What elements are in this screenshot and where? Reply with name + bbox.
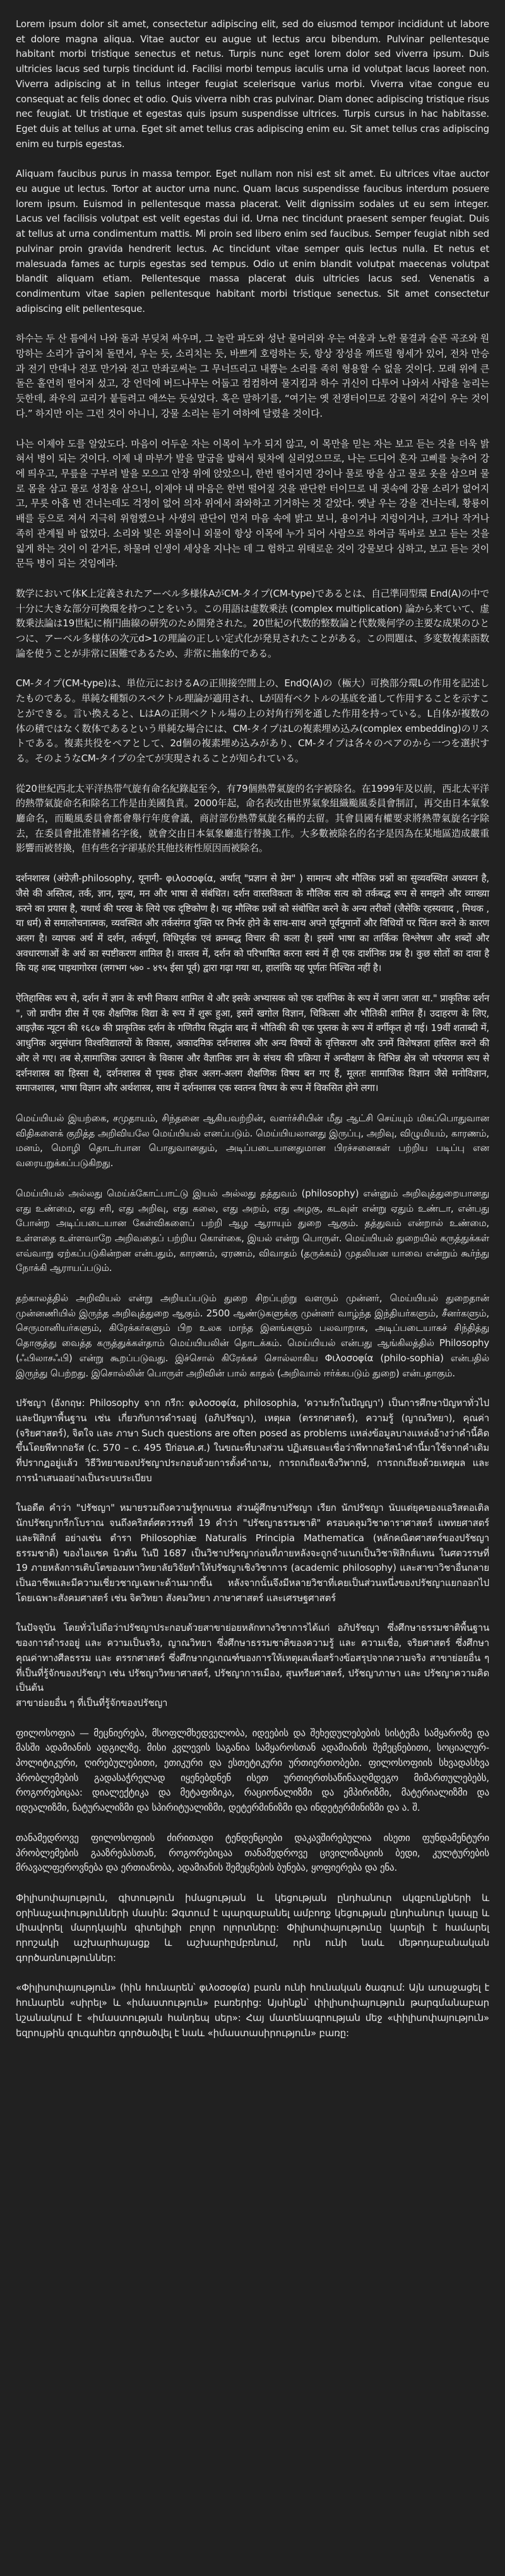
paragraph-georgian-2: თანამედროვე ფილოსოფიის ძირითადი ტენდენციები დაკავშირებულია ისეთი ფუნდამენტური პრობლემების გააზრებასთან, როგორებიცაა თანამედროვე ცივილიზაციის ბედი, კულტურების მრავალფეროვნება და ერთიანობა, ადამიანის შემეცნების ბუნება, ყოფიერება და ენა. [16,1832,489,1874]
paragraph-hindi-1: दर्शनशास्त्र (अंग्रेज़ी-philosophy, यूनानी- φιλοσοφία, अर्थात् "प्रज्ञान से प्रेम" ) सामान्य और मौलिक प्रश्नों का सुव्यवस्थित अध्ययन है, जैसे की अस्तित्व, तर्क, ज्ञान, मूल्य, मन और भाषा से संबंधित। दर्शन वास्तविकता के मौलिक सत्य को तर्कबद्ध रूप से समझने और व्याख्या करने का प्रयास है, यथार्थ की परख के लिये एक दृष्टिकोण है। यह मौलिक प्रश्नों को संबोधित करने के अन्य तरीकों (जैसेकि रहस्यवाद , मिथक , या धर्म) से समालोचनात्मक, व्यवस्थित और तर्कसंगत युक्ति पर निर्भर होने के साथ-साथ अपने पूर्वनुमानों और विधियों पर चिंतन करने के कारण अलग है। व्यापक अर्थ में दर्शन, तर्कपूर्ण, विधिपूर्वक एवं क्रमबद्ध विचार की कला है। इसमें भाषा का तार्किक विश्लेषण और शब्दों और अवधारणाओं के अर्थ का स्पष्टीकरण शामिल है। वास्तव में, दर्शन को परिभाषित करना स्वयं में ही एक दार्शनिक प्रश्न है। कुछ सोतों का दावा है कि यह शब्द पाइथागोरस (लगभग ५७० - ४९५ ईसा पूर्व) द्वारा गढ़ा गया था, हालांकि यह पूर्णतः निश्चित नहीं है। [16,873,489,974]
paragraph-armenian-2: «Փիլիսոփայություն» (հին հունարեն՝ φιλοσοφία) բառն ունի հունական ծագում: Այն առաջացել է հունարեն «սիրել» և «իմաստություն» բառերից: Այսինքն՝ փիլիսոփայություն թարգմանաբար նշանակում է «իմաստության հանդեպ սեր»: Հայ մատենագրության մեջ «փիլիսոփայություն» եզրույթին զուգահեռ գործածվել է նաև «իմաստասիրություն» բառը: [16,1982,489,2039]
paragraph-chinese-1: 從20世紀西北太平洋热带气旋有命名紀錄起至今，有79個熱帶氣旋的名字被除名。在1999年及以前，西北太平洋的熱帶氣旋命名和除名工作是由美國負責。2000年起，命名表改由世界氣象組織颱風委員會制訂，再交由日本氣象廳命名，而颱風委員會都會舉行年度會議，商討部份熱帶氣旋名稱的去留。其會員國有權要求將熱帶氣旋名字除去，在委員會批准替補名字後，就會交由日本氣象廳進行替換工作。大多數被除名的名字是因為在某地區造成嚴重影響而被替換，但有些名字卻基於其他技術性原因而被除名。 [16,782,489,854]
paragraph-georgian-1: ფილოსოფია — მეცნიერება, მსოფლმხედველობა, იდეების და შეხედულებების სისტემა სამყაროზე და მასში ადამიანის ადგილზე. მისი კვლევის საგანია სამყაროსთან ადამიანის შემეცნებითი, სოციალურ-პოლიტიკური, ღირებულებითი, ეთიკური და ესთეტიკური ურთიერთობები. ფილოსოფიის სხვადასხვა პრობლემების გადასაჭრელად იყენებდნენ ისეთ ურთიერთსაწინააღმდეგო მიმართულებებს, როგორებიცაა: დიალექტიკა და მეტაფიზიკა, რაციონალიზმი და ემპირიზმი, მატერიალიზმი და იდეალიზმი, ნატურალიზმი და სპირიტუალიზმი, დეტერმინიზმი და ინდეტერმინიზმი და ა. შ. [16,1727,489,1814]
paragraph-tamil-1: மெய்யியல் இயற்கை, சமுதாயம், சிந்தனை ஆகியவற்றின், வளர்ச்சியின் மீது ஆட்சி செய்யும் மிகப்பொதுவான விதிகளைக் குறித்த அறிவியலே மெய்யியல் எனப்படும். மெய்யியலானது இருப்பு, அறிவு, விழுமியம், காரணம், மனம், மொழி தொடர்பான பொதுவானதும், அடிப்படையானதுமான பிரச்சனைகள் பற்றிய படிப்பு என வரையறுக்கப்படுகிறது. [16,1112,489,1169]
paragraph-thai-1: ปรัชญา (อังกฤษ: Philosophy จาก กรีก: φιλοσοφία, philosophia, 'ความรักในปัญญา') เป็นการศึกษาปัญหาทั่วไปและปัญหาพื้นฐาน เช่น เกี่ยวกับการดำรงอยู่ (อภิปรัชญา), เหตุผล (ตรรกศาสตร์), ความรู้ (ญาณวิทยา), คุณค่า (จริยศาสตร์), จิตใจ และ ภาษา Such questions are often posed as problems แหล่งข้อมูลบางแหล่งอ้างว่าคำนี้คิดขึ้นโดยพีทากอรัส (c. 570 – c. 495 ปีก่อนค.ศ.) ในขณะที่บางส่วน ปฏิเสธและเชื่อว่าพีทากอรัสนำคำนี้มาใช้จากคำเดิมที่ปรากฏอยู่แล้ว วิธีวิทยาของปรัชญาประกอบด้วยการตั้งคำถาม, การถกเถียงเชิงวิพากษ์, การถกเถียงด้วยเหตุผล และการนำเสนออย่างเป็นระบบระเบียบ [16,1397,489,1484]
paragraph-tamil-2: மெய்யியல் அல்லது மெய்க்கோட்பாட்டு இயல் அல்லது தத்துவம் (philosophy) என்னும் அறிவுத்துறையானது எது உண்மை, எது சரி, எது அறிவு, எது கலை, எது அறம், எது அழகு, கடவுள் என்று ஏதும் உண்டா, என்பது போன்ற அடிப்படையான கேள்விகளைப் பற்றி ஆழ ஆராயும் துறை ஆகும். தத்துவம் என்றால் உண்மை, உள்ளதை உள்ளவாறே அறிவதைப் பற்றிய கொள்கை, இயல் என்று பொருள். மெய்யியல் துறையில் கருத்துக்கள் எவ்வாறு ஏற்கப்படுகின்றன என்பதும், காரணம், ஏரணம், விவாதம் (தருக்கம்) முதலியன யாவை என்றும் கூர்ந்து நோக்கி ஆராயப்படும். [16,1187,489,1274]
paragraph-hindi-2: ऐतिहासिक रूप से, दर्शन में ज्ञान के सभी निकाय शामिल थे और इसके अभ्यासक को एक दार्शनिक के रूप में जाना जाता था." प्राकृतिक दर्शन ", जो प्राचीन ग्रीस में एक शैक्षणिक विद्या के रूप में शुरू हुआ, इसमें खगोल विज्ञान, चिकित्सा और भौतिकी शामिल हैं। उदाहरण के लिए, आइज़ैक न्यूटन की १६८७ की प्राकृतिक दर्शन के गणितीय सिद्धांत बाद में भौतिकी की एक पुस्तक के रूप में वर्गीकृत हो गई। 19वीं शताब्दी में, आधुनिक अनुसंधान विश्वविद्यालयों के विकास, अकादमिक दर्शनशास्त्र और अन्य विषयों के वृत्तिकरण और उनमें विशेषज्ञता हासिल करने की ओर ले गए। तब से,सामाजिक उत्पादन के विकास और वैज्ञानिक ज्ञान के संचय की प्रक्रिया में अन्वीक्षण के विभिन्न क्षेत्र जो परंपरागत रूप से दर्शनशास्त्र का हिस्सा थे, दर्शनशास्त्र से पृथक होकर अलग-अलग शैक्षणिक विषय बन गए हैं, मूलतः सामाजिक विज्ञान जैसे मनोविज्ञान, समाजशास्त्र, भाषा विज्ञान और अर्थशास्त्र, साथ में दर्शनशास्त्र एक स्वतन्त्र विषय के रूप में विकसित होने लगा। [16,993,489,1094]
paragraph-tamil-3: தற்காலத்தில் அறிவியல் என்று அறியப்படும் துறை சிறப்புற்று வளரும் முன்னர், மெய்யியல் துறைதான் முன்னணியில் இருந்த அறிவுத்துறை ஆகும். 2500 ஆண்டுகளுக்கு முன்னர் வாழ்ந்த இந்தியர்களும், சீனர்களும், செருமானியர்களும், கிரேக்கர்களும் பிற உலக மாந்த இனங்களும் பலவாறாக, அடிப்படையாகச் சிந்தித்து தொகுத்து வைத்த கருத்துக்கள்தாம் மெய்யியலின் தொடக்கம். மெய்யியல் என்பது ஆங்கிலத்தில் Philosophy (ஃபிலாசஃபி) என்று கூறப்படுவது. இச்சொல் கிரேக்கச் சொல்லாகிய Φιλοσοφία (philo-sophia) என்பதில் இருந்து பெற்றது. இசொல்லின் பொருள் அறிவின் பால் காதல் (அறிவால் ஈர்க்கபடும் துறை) என்பதாகும். [16,1292,489,1379]
paragraph-thai-3-main: ในปัจจุบัน โดยทั่วไปถือว่าปรัชญาประกอบด้วยสาขาย่อยหลักทางวิชาการได้แก่ อภิปรัชญา ซึ่งศึกษาธรรมชาติพื้นฐานของการดำรงอยู่ และ ความเป็นจริง, ญาณวิทยา ซึ่งศึกษาธรรมชาติของความรู้ และ ความเชื่อ, จริยศาสตร์ ซึ่งศึกษาคุณค่าทางศีลธรรม และ ตรรกศาสตร์ ซึ่งศึกษากฎเกณฑ์ของการให้เหตุผลเพื่อสร้างข้อสรุปจากความจริง สาขาย่อยอื่น ๆ ที่เป็นที่รู้จักของปรัชญา เช่น ปรัชญาวิทยาศาสตร์, ปรัชญาการเมือง, สุนทรียศาสตร์, ปรัชญาภาษา และ ปรัชญาความคิด เป็นต้น [16,1622,489,1694]
paragraph-japanese-1: 数学において体K上定義されたアーベル多様体AがCM-タイプ(CM-type)であるとは、自己準同型環 End(A)の中で十分に大きな部分可換環を持つことをいう。この用語は虚数乗法 (complex multiplication) 論から来ていて、虚数乗法論は19世紀に楕円曲線の研究のため開発された。20世紀の代数的整数論と代数幾何学の主要な成果のひとつに、アーベル多様体の次元d>1の理論の正しい定式化が発見されたことがある。この問題は、多変数複素函数論を使うことが非常に困難であるため、非常に抽象的である。 [16,587,490,659]
paragraph-thai-3-trailing-line: สาขาย่อยอื่น ๆ ที่เป็นที่รู้จักของปรัชญา [16,1696,168,1708]
paragraph-korean-2: 나는 이제야 도를 알았도다. 마음이 어두운 자는 이목이 누가 되지 않고, 이 목만을 믿는 자는 보고 듣는 것을 더욱 밝혀서 병이 되는 것이다. 이제 내 마부가 발을 말굽을 밟혀서 뒷차에 실리었으므로, 나는 드디어 혼자 고삐를 늦추어 강에 띄우고, 무릎을 구부려 발을 모으고 안장 위에 앉았으니, 한번 떨어지면 강이나 물로 땅을 삼고 물로 옷을 삼으며 물로 몸을 삼고 물로 성정을 삼으니, 이제야 내 마음은 한번 떨어질 것을 판단한 터이므로 내 귓속에 강물 소리가 없어지고, 무릇 아홉 번 건너는데도 걱정이 없어 의자 위에서 좌와하고 기거하는 것 같았다. 옛날 우는 강을 건너는데, 황룡이 배를 등으로 져서 지극히 위험했으나 사생의 판단이 먼저 마음 속에 밝고 보니, 용이거나 지렁이거나, 크거나 작거나 족히 관계될 바 없었다. 소리와 빛은 외물이니 외물이 항상 이목에 누가 되어 사람으로 하여금 똑바로 보고 듣는 것을 잃게 하는 것이 이 같거든, 하물며 인생이 세상을 지나는 데 그 험하고 위태로운 것이 강물보다 심하고, 보고 듣는 것이 문득 병이 되는 것임에랴. [16,438,489,569]
paragraph-lorem-ipsum-1: Lorem ipsum dolor sit amet, consectetur adipiscing elit, sed do eiusmod tempor incididunt ut labore et dolore magna aliqua. Vitae auctor eu augue ut lectus arcu bibendum. Pulvinar pellentesque habitant morbi tristique senectus et netus. Turpis nunc eget lorem dolor sed viverra ipsum. Duis ultricies lacus sed turpis tincidunt id. Facilisi morbi tempus iaculis urna id volutpat lacus laoreet non. Viverra adipiscing at in tellus integer feugiat scelerisque varius morbi. Viverra vitae congue eu consequat ac felis donec et odio. Quis viverra nibh cras pulvinar. Diam donec adipiscing tristique risus nec feugiat. Ut tristique et egestas quis ipsum suspendisse ultrices. Turpis cursus in hac habitasse. Eget duis at tellus at urna. Eget sit amet tellus cras adipiscing enim eu. Sit amet tellus cras adipiscing enim eu turpis egestas. [16,18,489,150]
paragraph-armenian-1: Փիլիսոփայություն, գիտություն իմացության և կեցության ընդհանուր սկզբունքների և օրինաչափությունների մասին: Ձգտում է պարզաբանել ամբողջ կեցության ընդհանուր կապը և միավորել մարդկային գիտելիքի բոլոր ոլորտները: Փիլիսոփայությունը կարելի է համարել որոշակի աշխարհայացք և աշխարհըմբռնում, որն ունի նաև մեթոդաբանական գործառնություններ: [16,1892,489,1964]
paragraph-lorem-ipsum-2: Aliquam faucibus purus in massa tempor. Eget nullam non nisi est sit amet. Eu ultrices vitae auctor eu augue ut lectus. Tortor at auctor urna nunc. Quam lacus suspendisse faucibus interdum posuere lorem ipsum. Euismod in pellentesque massa placerat. Velit dignissim sodales ut eu sem integer. Lacus vel facilisis volutpat est velit egestas dui id. Urna nec tincidunt praesent semper feugiat. Duis at tellus at urna condimentum mattis. Mi proin sed libero enim sed faucibus. Semper feugiat nibh sed pulvinar proin gravida hendrerit lectus. Ac tincidunt vitae semper quis lectus nulla. Et netus et malesuada fames ac turpis egestas sed tempus. Odio ut enim blandit volutpat maecenas volutpat blandit aliquam etiam. Pellentesque massa placerat duis ultricies lacus sed. Venenatis a condimentum vitae sapien pellentesque habitant morbi tristique senectus. Sit amet consectetur adipiscing elit pellentesque. [16,168,489,314]
paragraph-japanese-2: CM-タイプ(CM-type)は、単位元におけるAの正則接空間上の、EndQ(A)の（極大）可換部分環Lの作用を記述したものである。単純な種類のスペクトル理論が適用され、Lが固有ベクトルの基底を通して作用することを示すことができる。言い換えると、LはAの正則ベクトル場の上の対角行列を通した作用を持っている。L自体が複数の体の積ではなく数体であるという単純な場合には、CM-タイプはLの複素埋め込み(complex embedding)のリストである。複素共役をペアとして、2d個の複素埋め込みがあり、CM-タイプは各々のペアのから一つを選択する。そのようなCM-タイプの全てが実現されることが知られている。 [16,677,489,764]
paragraph-thai-3 [16,1621,489,1710]
paragraph-thai-2: ในอดีต คำว่า "ปรัชญา" หมายรวมถึงความรู้ทุกแขนง ส่วนผู้ศึกษาปรัชญา เรียก นักปรัชญา นับแต่ยุคของแอริสตอเติล นักปรัชญากรีกโบราณ จนถึงคริสต์ศตวรรษที่ 19 คำว่า "ปรัชญาธรรมชาติ" ครอบคลุมวิชาดาราศาสตร์ แพทยศาสตร์และฟิสิกส์ อย่างเช่น ตำรา Philosophiæ Naturalis Principia Mathematica (หลักคณิตศาสตร์ของปรัชญาธรรมชาติ) ของไอแซค นิวตัน ในปี 1687 เป็นวิชาปรัชญาก่อนที่ภายหลังจะถูกจำแนกเป็นวิชาฟิสิกส์แทน ในศตวรรษที่ 19 ภายหลังการเติบโตของมหาวิทยาลัยวิจัยทำให้ปรัชญาเชิงวิชาการ (academic philosophy) และสาขาวิชาอื่นกลายเป็นอาชีพและมีความเชี่ยวชาญเฉพาะด้านมากขึ้น หลังจากนั้นจึงมีหลายวิชาที่เคยเป็นส่วนหนึ่งของปรัชญาแยกออกไป โดยเฉพาะสังคมศาสตร์ เช่น จิตวิทยา สังคมวิทยา ภาษาศาสตร์ และเศรษฐศาสตร์ [16,1502,489,1604]
paragraph-korean-1: 하수는 두 산 틈에서 나와 돌과 부딪쳐 싸우며, 그 놀란 파도와 성난 물머리와 우는 여울과 노한 물결과 슬픈 곡조와 원망하는 소리가 굽이쳐 돌면서, 우는 듯, 소리치는 듯, 바쁘게 호령하는 듯, 항상 장성을 깨뜨릴 형세가 있어, 전차 만승과 전기 만대나 전포 만가와 전고 만좌로써는 그 무너뜨리고 내뿜는 소리를 족히 형용할 수 없을 것이다. 모래 위에 큰 돌은 홀연히 떨어져 섰고, 강 언덕에 버드나무는 어둡고 컴컴하여 물지킴과 하수 귀신이 다투어 나와서 사람을 놀리는 듯한데, 좌우의 교리가 붙들려고 애쓰는 듯싶었다. 혹은 말하기를, “여기는 옛 전쟁터이므로 강물이 저같이 우는 것이다.” 하지만 이는 그런 것이 아니니, 강물 소리는 듣기 여하에 달렸을 것이다. [16,333,489,419]
